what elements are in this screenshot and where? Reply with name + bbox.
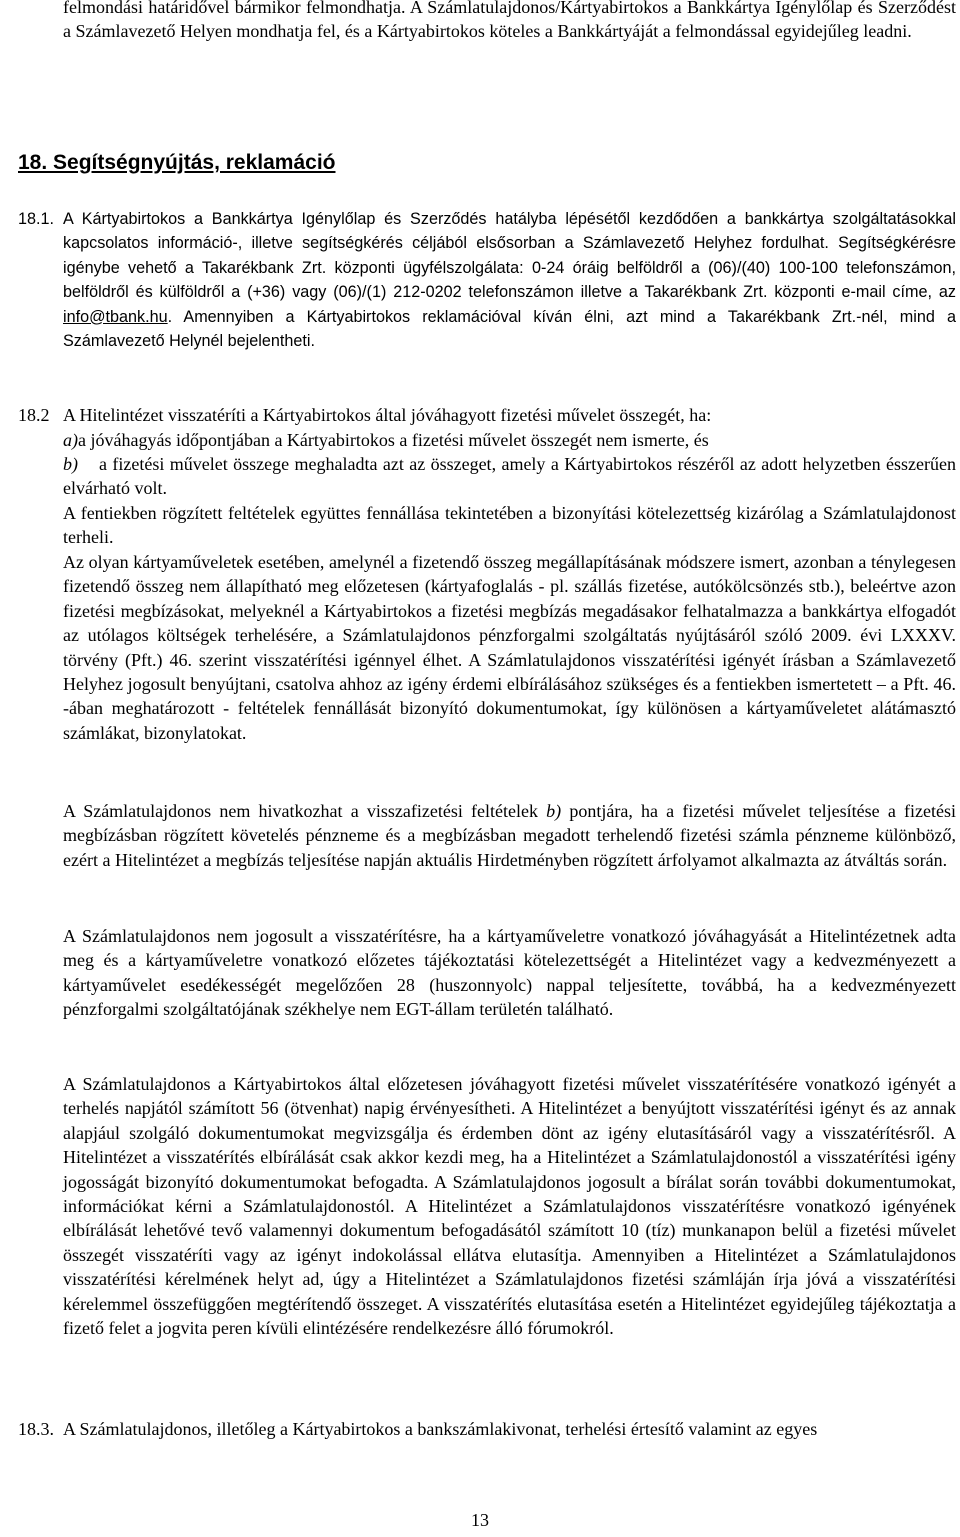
- paragraph-18-2-intro: A Hitelintézet visszatéríti a Kártyabirtokos által jóváhagyott fizetési művelet összegét, ha:: [63, 405, 712, 425]
- section-heading: 18. Segítségnyújtás, reklamáció: [18, 151, 336, 174]
- list-label-b: b): [63, 454, 78, 474]
- list-label-a: a): [63, 430, 78, 450]
- paragraph-18-1: A Kártyabirtokos a Bankkártya Igénylőlap és Szerződés hatályba lépésétől kezdődően a bankkártya szolgáltatásokkal kapcsolatos információ-, illetve segítségkérés céljából elsősorban a Számlavezető Helyhez fordulhat. Segítségkérésre igénybe vehető a Takarékbank Zrt. központi ügyfélszolgálata: 0-24 óráig belföldről a (06)/(40) 100-100 telefonszámon, belföldről és külföldről a (+36) vagy (06)/(1) 212-0202 telefonszámon illetve a Takarékbank Zrt. központi e-mail címe, az info@tbank.hu. Amennyiben a Kártyabirtokos reklamációval kíván élni, azt mind a Takarékbank Zrt.-nél, mind a Számlavezető Helynél bejelentheti.: [63, 210, 956, 351]
- section-number-18-3: 18.3.: [18, 1419, 54, 1439]
- section-number-18-1: 18.1.: [18, 210, 55, 228]
- paragraph-18-2-p3: A Számlatulajdonos nem hivatkozhat a visszafizetési feltételek b) pontjára, ha a fizetési művelet teljesítése a fizetési megbízásban rögzített követelés pénzneme és a megbízásban megadott terhelendő fizetési számla pénzneme különböző, ezért a Hitelintézet a megbízás teljesítése napján aktuális Hirdetményben rögzített árfolyamot alkalmazta az átváltás során.: [63, 801, 956, 870]
- paragraph-18-3: A Számlatulajdonos, illetőleg a Kártyabirtokos a bankszámlakivonat, terhelési értesítő valamint az egyes: [63, 1419, 818, 1439]
- list-item-b: b) a fizetési művelet összege meghaladta azt az összeget, amely a Kártyabirtokos részéről az adott helyzetben ésszerűen elvárható volt.: [63, 454, 956, 499]
- top-paragraph: felmondási határidővel bármikor felmondhatja. A Számlatulajdonos/Kártyabirtokos a Bankkártya Igénylőlap és Szerződést a Számlavezető Helyen mondhatja fel, és a Kártyabirtokos köteles a Bankkártyáját a felmondással egyidejűleg leadni.: [63, 0, 956, 42]
- list-item-a: a)a jóváhagyás időpontjában a Kártyabirtokos a fizetési művelet összegét nem ismerte, és: [63, 430, 709, 450]
- paragraph-18-2-p5: A Számlatulajdonos a Kártyabirtokos által előzetesen jóváhagyott fizetési művelet visszatérítésére vonatkozó igényét a terhelés napjától számított 56 (ötvenhat) napig érvényesítheti. A Hitelintézet a benyújtott visszatérítési igényt és az annak alapjául szolgáló dokumentumokat megvizsgálja és érdemben dönt az igény elutasításáról vagy a visszatérítésről. A Hitelintézet a visszatérítés elbírálását csak akkor kezdi meg, ha a Hitelintézet a Számlatulajdonostól a visszatérítési igény jogosságát bizonyító dokumentumokat befogadta. A Számlatulajdonos jogosult a bírálat során további dokumentumokat, információkat kérni a Számlatulajdonostól. A Hitelintézet a Számlatulajdonos visszatérítésre vonatkozó igényének elbírálását lehetővé tevő valamennyi dokumentum befogadásától számított 10 (tíz) munkanapon belül a fizetési művelet összegét visszatéríti vagy az igényt indokolással ellátva elutasítja. Amennyiben a Hitelintézet a Számlatulajdonos visszatérítési kérelmének helyt ad, úgy a Hitelintézet a Számlatulajdonos fizetési számláján írja jóvá a visszatérítési kérelemmel összefüggően megtérítendő összeget. A visszatérítés elutasítása esetén a Hitelintézet egyidejűleg tájékoztatja a fizető felet a jogvita peren kívüli elintézésére rendelkezésre álló fórumokról.: [63, 1074, 956, 1339]
- page-number: 13: [471, 1510, 489, 1530]
- paragraph-18-2-p1: A fentiekben rögzített feltételek együttes fennállása tekintetében a bizonyítási kötelezettség kizárólag a Számlatulajdonost terheli.: [63, 503, 956, 548]
- paragraph-18-2-p4: A Számlatulajdonos nem jogosult a visszatérítésre, ha a kártyaműveletre vonatkozó jóváhagyását a Hitelintézetnek adta meg és a kártyaműveletre vonatkozó előzetes tájékoztatási kötelezettségét a Hitelintézet vagy a kedvezményezett a kártyaművelet esedékességét megelőzően 28 (huszonnyolc) nappal teljesítette, továbbá, ha a kedvezményezett pénzforgalmi szolgáltatójának székhelye nem EGT-állam területén található.: [63, 926, 956, 1020]
- email-link[interactable]: info@tbank.hu: [63, 307, 168, 326]
- paragraph-18-2-p2: Az olyan kártyaműveletek esetében, amelynél a fizetendő összeg megállapításának módszere ismert, azonban a ténylegesen fizetendő összeg nem állapítható meg előzetesen (kártyafoglalás - pl. szállás fizetése, autókölcsönzés stb.), beleértve azon fizetési megbízásokat, melyeknél a Kártyabirtokos a fizetési megbízás megadásakor felhatalmazza a bankkártya elfogadót az utólagos költségek terhelésére, a Számlatulajdonos pénzforgalmi szolgáltatás nyújtásáról szóló 2009. évi LXXXV. törvény (Pft.) 46. szerint visszatérítési igénnyel élhet. A Számlatulajdonos visszatérítési igényét írásban a Számlavezető Helyhez jogosult benyújtani, csatolva ahhoz az igény érdemi elbírálásához szükséges és a fentiekben ismertetett – a Pft. 46. -ában meghatározott - feltételek fennállását bizonyító dokumentumokat, így különösen a kártyaműveletet alátámasztó számlákat, bizonylatokat.: [63, 552, 956, 743]
- section-number-18-2: 18.2: [18, 405, 50, 425]
